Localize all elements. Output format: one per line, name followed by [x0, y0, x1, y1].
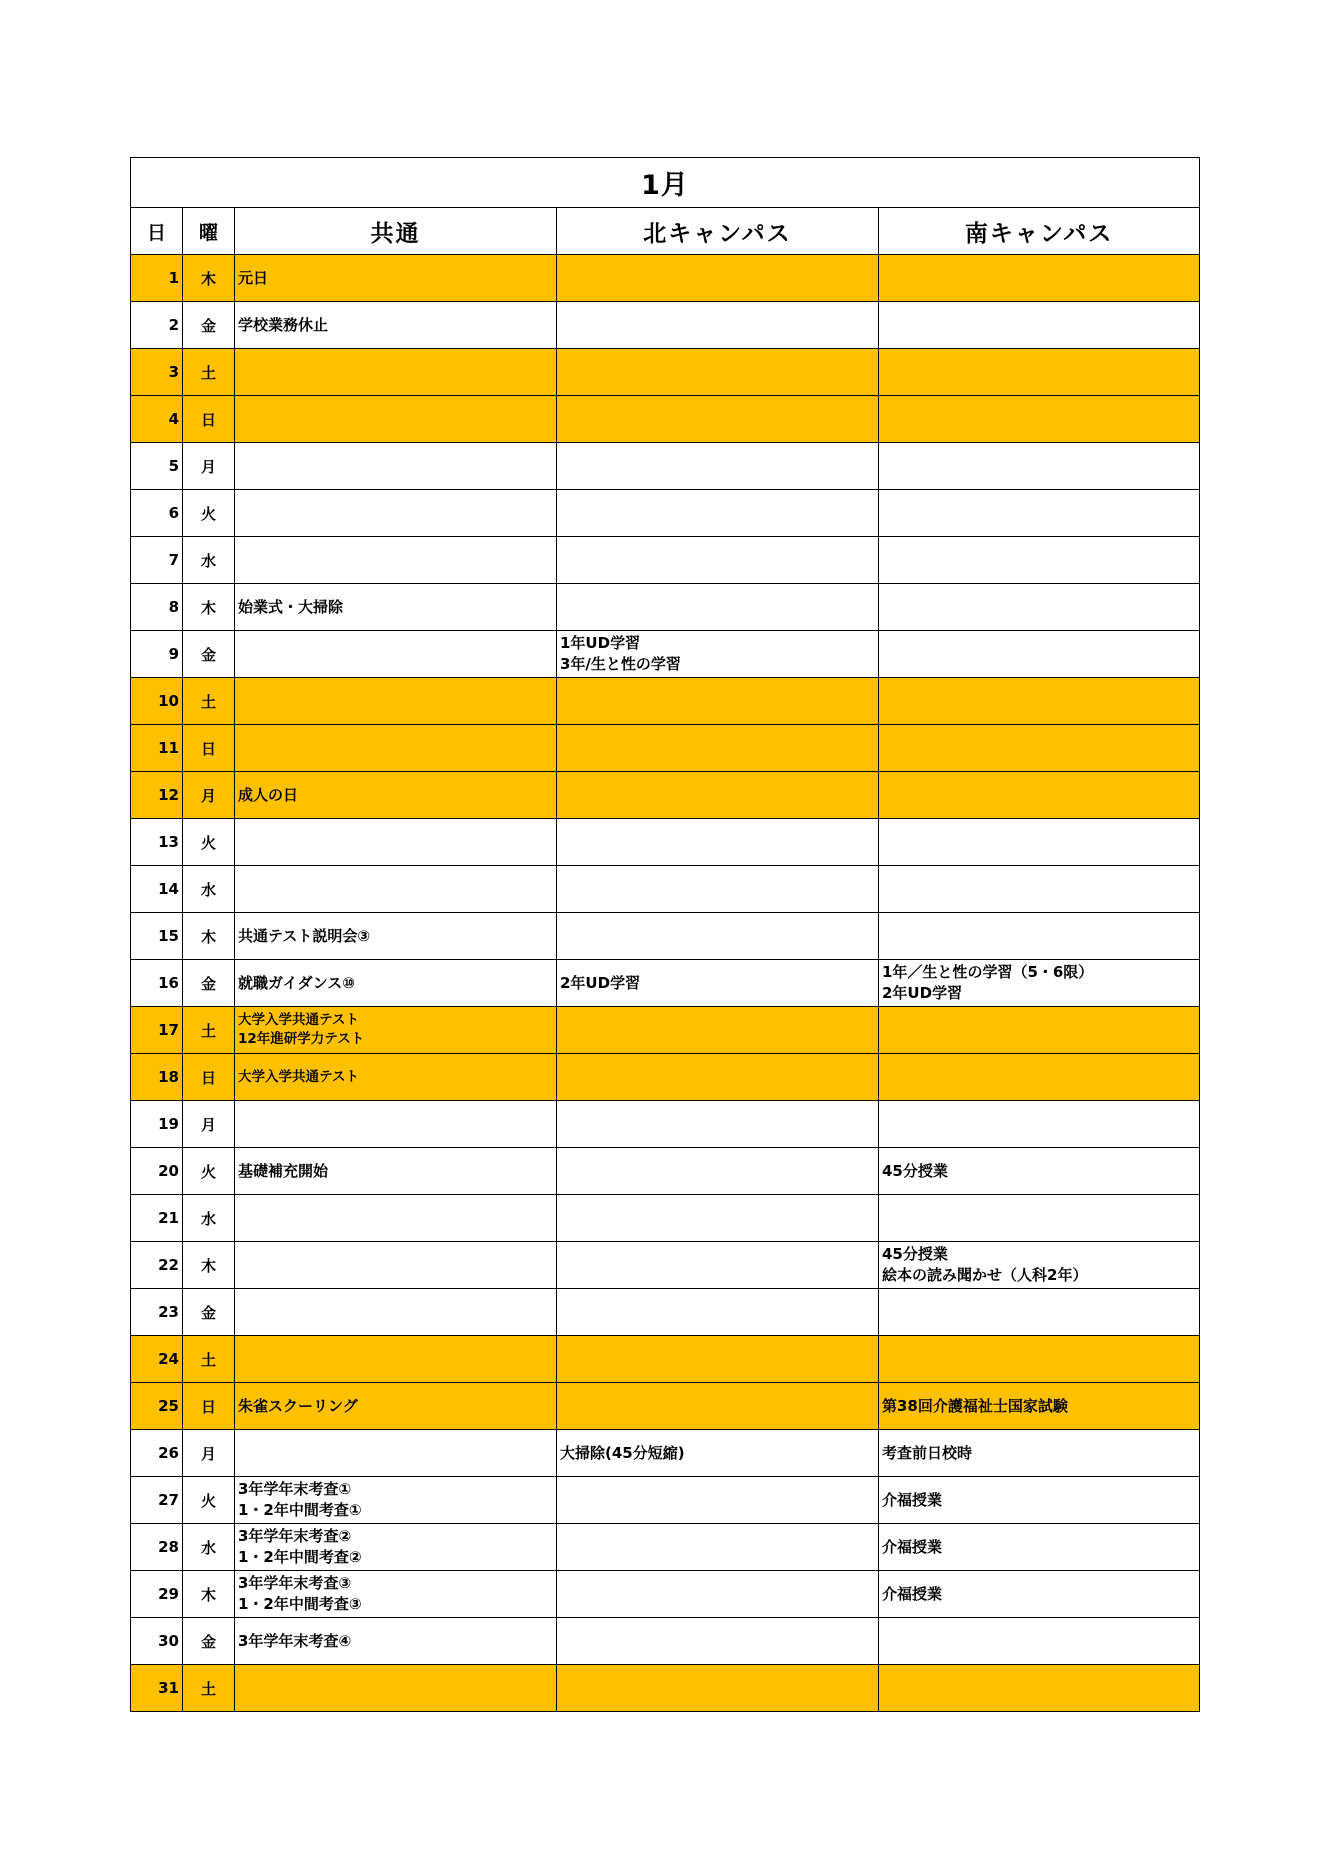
north-campus-cell: [557, 584, 879, 631]
header-day: 日: [131, 208, 183, 255]
day-number: 4: [131, 396, 183, 443]
title-row: [131, 158, 1200, 208]
south-campus-cell: [879, 1101, 1200, 1148]
day-row: [131, 396, 1200, 443]
day-number: 31: [131, 1665, 183, 1712]
schedule-sheet: [130, 157, 1199, 1712]
common-event-cell: 大学入学共通テスト 12年進研学力テスト: [235, 1007, 557, 1054]
weekday-cell: 日: [183, 1054, 235, 1101]
weekday-cell: 火: [183, 1477, 235, 1524]
weekday-cell: 月: [183, 1430, 235, 1477]
day-number: 27: [131, 1477, 183, 1524]
south-campus-cell: [879, 866, 1200, 913]
common-event-cell: [235, 819, 557, 866]
common-event-cell: 基礎補充開始: [235, 1148, 557, 1195]
weekday-cell: 土: [183, 678, 235, 725]
north-campus-cell: [557, 1242, 879, 1289]
south-campus-cell: [879, 1007, 1200, 1054]
common-event-cell: [235, 490, 557, 537]
day-row: [131, 255, 1200, 302]
north-campus-cell: [557, 302, 879, 349]
south-campus-cell: 介福授業: [879, 1524, 1200, 1571]
weekday-cell: 金: [183, 302, 235, 349]
south-campus-cell: [879, 913, 1200, 960]
south-campus-cell: 第38回介護福祉士国家試験: [879, 1383, 1200, 1430]
day-row: [131, 913, 1200, 960]
north-campus-cell: [557, 1148, 879, 1195]
common-event-cell: [235, 349, 557, 396]
weekday-cell: 木: [183, 584, 235, 631]
day-number: 14: [131, 866, 183, 913]
south-campus-cell: [879, 443, 1200, 490]
north-campus-cell: [557, 913, 879, 960]
day-number: 9: [131, 631, 183, 678]
north-campus-cell: 2年UD学習: [557, 960, 879, 1007]
common-event-cell: [235, 1242, 557, 1289]
day-number: 18: [131, 1054, 183, 1101]
north-campus-cell: [557, 443, 879, 490]
day-row: [131, 1618, 1200, 1665]
weekday-cell: 日: [183, 396, 235, 443]
north-campus-cell: [557, 1618, 879, 1665]
south-campus-cell: 45分授業 絵本の読み聞かせ（人科2年）: [879, 1242, 1200, 1289]
common-event-cell: 始業式・大掃除: [235, 584, 557, 631]
south-campus-cell: [879, 1665, 1200, 1712]
common-event-cell: 共通テスト説明会③: [235, 913, 557, 960]
weekday-cell: 水: [183, 866, 235, 913]
day-number: 28: [131, 1524, 183, 1571]
south-campus-cell: [879, 1054, 1200, 1101]
day-number: 10: [131, 678, 183, 725]
day-row: [131, 1430, 1200, 1477]
day-row: [131, 1336, 1200, 1383]
south-campus-cell: [879, 678, 1200, 725]
common-event-cell: [235, 1289, 557, 1336]
weekday-cell: 木: [183, 913, 235, 960]
south-campus-cell: [879, 490, 1200, 537]
day-row: [131, 772, 1200, 819]
weekday-cell: 金: [183, 1289, 235, 1336]
weekday-cell: 土: [183, 1007, 235, 1054]
day-row: [131, 1383, 1200, 1430]
day-number: 17: [131, 1007, 183, 1054]
common-event-cell: 朱雀スクーリング: [235, 1383, 557, 1430]
day-row: [131, 1665, 1200, 1712]
day-row: [131, 1524, 1200, 1571]
day-row: [131, 537, 1200, 584]
day-row: [131, 1195, 1200, 1242]
day-number: 19: [131, 1101, 183, 1148]
north-campus-cell: [557, 490, 879, 537]
day-row: [131, 1148, 1200, 1195]
day-row: [131, 1101, 1200, 1148]
day-row: [131, 725, 1200, 772]
common-event-cell: [235, 396, 557, 443]
day-row: [131, 1477, 1200, 1524]
weekday-cell: 土: [183, 1336, 235, 1383]
day-number: 15: [131, 913, 183, 960]
common-event-cell: [235, 725, 557, 772]
north-campus-cell: [557, 819, 879, 866]
day-row: [131, 443, 1200, 490]
south-campus-cell: [879, 396, 1200, 443]
day-number: 29: [131, 1571, 183, 1618]
south-campus-cell: 考査前日校時: [879, 1430, 1200, 1477]
weekday-cell: 木: [183, 255, 235, 302]
day-row: [131, 490, 1200, 537]
common-event-cell: [235, 1336, 557, 1383]
north-campus-cell: [557, 1336, 879, 1383]
common-event-cell: 元日: [235, 255, 557, 302]
common-event-cell: [235, 1195, 557, 1242]
day-row: [131, 678, 1200, 725]
header-weekday: 曜: [183, 208, 235, 255]
day-number: 16: [131, 960, 183, 1007]
south-campus-cell: [879, 302, 1200, 349]
weekday-cell: 木: [183, 1571, 235, 1618]
day-row: [131, 960, 1200, 1007]
day-number: 21: [131, 1195, 183, 1242]
day-row: [131, 302, 1200, 349]
south-campus-cell: [879, 1195, 1200, 1242]
day-number: 25: [131, 1383, 183, 1430]
weekday-cell: 日: [183, 725, 235, 772]
weekday-cell: 月: [183, 1101, 235, 1148]
weekday-cell: 金: [183, 960, 235, 1007]
north-campus-cell: [557, 1665, 879, 1712]
south-campus-cell: [879, 537, 1200, 584]
north-campus-cell: [557, 1007, 879, 1054]
header-north-campus: 北キャンパス: [557, 208, 879, 255]
day-row: [131, 584, 1200, 631]
south-campus-cell: [879, 772, 1200, 819]
north-campus-cell: [557, 866, 879, 913]
header-south-campus: 南キャンパス: [879, 208, 1200, 255]
day-row: [131, 631, 1200, 678]
day-number: 12: [131, 772, 183, 819]
month-title: 1月: [131, 158, 1200, 208]
common-event-cell: [235, 631, 557, 678]
south-campus-cell: [879, 725, 1200, 772]
day-number: 23: [131, 1289, 183, 1336]
north-campus-cell: [557, 725, 879, 772]
north-campus-cell: [557, 678, 879, 725]
weekday-cell: 火: [183, 490, 235, 537]
weekday-cell: 月: [183, 443, 235, 490]
common-event-cell: [235, 1430, 557, 1477]
common-event-cell: [235, 1665, 557, 1712]
day-row: [131, 1054, 1200, 1101]
common-event-cell: 大学入学共通テスト: [235, 1054, 557, 1101]
north-campus-cell: [557, 1101, 879, 1148]
day-row: [131, 819, 1200, 866]
common-event-cell: [235, 866, 557, 913]
north-campus-cell: [557, 349, 879, 396]
day-number: 26: [131, 1430, 183, 1477]
day-row: [131, 349, 1200, 396]
south-campus-cell: 介福授業: [879, 1477, 1200, 1524]
day-row: [131, 1289, 1200, 1336]
weekday-cell: 木: [183, 1242, 235, 1289]
weekday-cell: 水: [183, 1524, 235, 1571]
common-event-cell: 3年学年末考査③ 1・2年中間考査③: [235, 1571, 557, 1618]
south-campus-cell: [879, 349, 1200, 396]
common-event-cell: [235, 537, 557, 584]
day-number: 13: [131, 819, 183, 866]
day-number: 22: [131, 1242, 183, 1289]
north-campus-cell: [557, 1571, 879, 1618]
north-campus-cell: [557, 1477, 879, 1524]
south-campus-cell: [879, 1289, 1200, 1336]
day-number: 20: [131, 1148, 183, 1195]
day-number: 24: [131, 1336, 183, 1383]
schedule-table: [130, 157, 1200, 1712]
north-campus-cell: [557, 1195, 879, 1242]
north-campus-cell: [557, 1524, 879, 1571]
day-number: 5: [131, 443, 183, 490]
north-campus-cell: [557, 255, 879, 302]
day-row: [131, 866, 1200, 913]
south-campus-cell: [879, 1336, 1200, 1383]
header-common: 共通: [235, 208, 557, 255]
common-event-cell: 就職ガイダンス⑩: [235, 960, 557, 1007]
day-number: 2: [131, 302, 183, 349]
day-row: [131, 1007, 1200, 1054]
common-event-cell: 3年学年末考査④: [235, 1618, 557, 1665]
common-event-cell: 成人の日: [235, 772, 557, 819]
common-event-cell: 3年学年末考査② 1・2年中間考査②: [235, 1524, 557, 1571]
day-number: 1: [131, 255, 183, 302]
weekday-cell: 月: [183, 772, 235, 819]
north-campus-cell: [557, 772, 879, 819]
north-campus-cell: 1年UD学習 3年/生と性の学習: [557, 631, 879, 678]
day-number: 30: [131, 1618, 183, 1665]
weekday-cell: 水: [183, 537, 235, 584]
south-campus-cell: [879, 631, 1200, 678]
south-campus-cell: [879, 1618, 1200, 1665]
day-number: 3: [131, 349, 183, 396]
day-number: 6: [131, 490, 183, 537]
south-campus-cell: [879, 255, 1200, 302]
north-campus-cell: [557, 537, 879, 584]
common-event-cell: [235, 443, 557, 490]
day-number: 11: [131, 725, 183, 772]
south-campus-cell: [879, 819, 1200, 866]
day-row: [131, 1242, 1200, 1289]
day-row: [131, 1571, 1200, 1618]
common-event-cell: [235, 678, 557, 725]
south-campus-cell: 介福授業: [879, 1571, 1200, 1618]
weekday-cell: 火: [183, 819, 235, 866]
south-campus-cell: [879, 584, 1200, 631]
common-event-cell: [235, 1101, 557, 1148]
day-number: 8: [131, 584, 183, 631]
schedule-body: [131, 255, 1200, 1712]
weekday-cell: 水: [183, 1195, 235, 1242]
north-campus-cell: [557, 396, 879, 443]
header-row: [131, 208, 1200, 255]
north-campus-cell: [557, 1289, 879, 1336]
weekday-cell: 土: [183, 1665, 235, 1712]
weekday-cell: 日: [183, 1383, 235, 1430]
common-event-cell: 学校業務休止: [235, 302, 557, 349]
weekday-cell: 金: [183, 631, 235, 678]
weekday-cell: 土: [183, 349, 235, 396]
south-campus-cell: 45分授業: [879, 1148, 1200, 1195]
common-event-cell: 3年学年末考査① 1・2年中間考査①: [235, 1477, 557, 1524]
weekday-cell: 火: [183, 1148, 235, 1195]
north-campus-cell: [557, 1054, 879, 1101]
day-number: 7: [131, 537, 183, 584]
south-campus-cell: 1年／生と性の学習（5・6限） 2年UD学習: [879, 960, 1200, 1007]
weekday-cell: 金: [183, 1618, 235, 1665]
north-campus-cell: [557, 1383, 879, 1430]
north-campus-cell: 大掃除(45分短縮): [557, 1430, 879, 1477]
